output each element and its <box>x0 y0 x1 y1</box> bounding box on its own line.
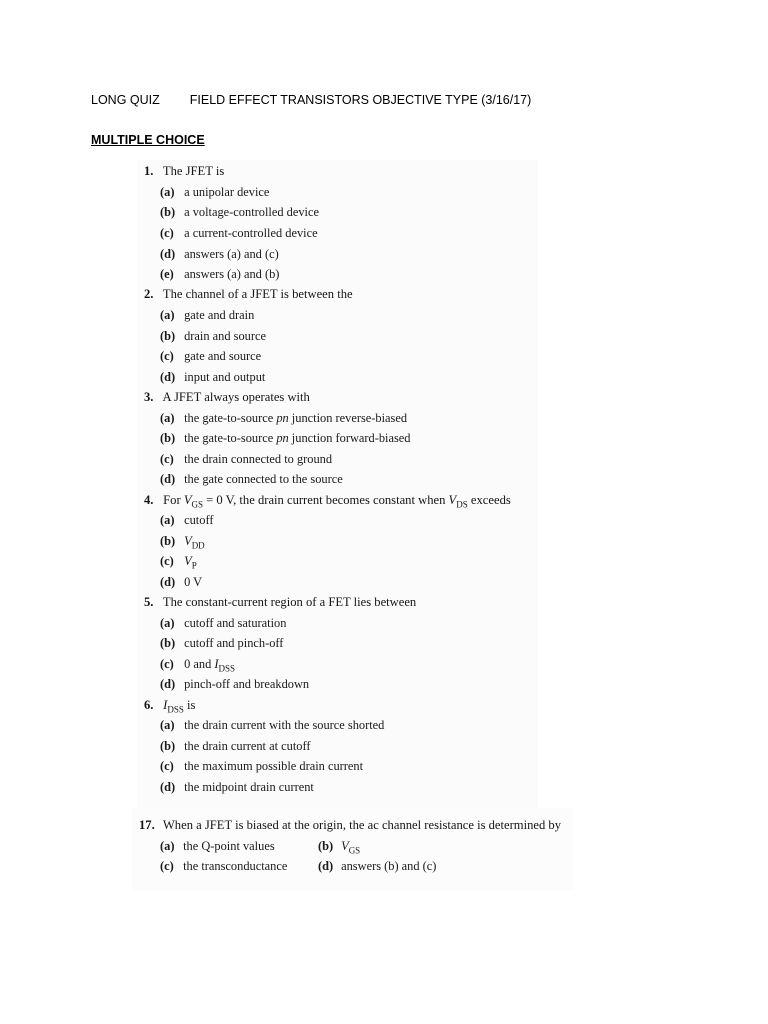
option-label: (a) <box>160 513 175 527</box>
option-1d[interactable] <box>160 247 279 262</box>
option-2c[interactable] <box>160 349 261 364</box>
option-2d[interactable] <box>160 370 265 385</box>
option-text: a current-controlled device <box>184 226 318 240</box>
option-text: gate and source <box>184 349 262 363</box>
option-6b[interactable] <box>160 739 310 754</box>
option-label: (c) <box>160 349 174 363</box>
option-label: (b) <box>318 839 334 853</box>
option-text: the drain current at cutoff <box>184 739 311 753</box>
option-4a[interactable] <box>160 513 213 528</box>
option-label: (d) <box>160 472 176 486</box>
question-4 <box>144 493 511 510</box>
option-label: (b) <box>160 739 176 753</box>
option-5d[interactable] <box>160 677 309 692</box>
question-number: 4. <box>144 493 154 507</box>
option-label: (a) <box>160 839 175 853</box>
option-2b[interactable] <box>160 329 266 344</box>
option-4b[interactable] <box>160 534 205 550</box>
option-text: the midpoint drain current <box>184 780 314 794</box>
option-text: drain and source <box>184 329 266 343</box>
option-text: $V_P$ <box>184 554 197 571</box>
section-title: MULTIPLE CHOICE <box>91 133 205 147</box>
option-text: cutoff and saturation <box>184 616 287 630</box>
option-label: (d) <box>318 859 334 873</box>
option-label: (a) <box>160 718 175 732</box>
question-number: 5. <box>144 595 154 609</box>
option-5c[interactable] <box>160 657 235 673</box>
header-quiz-topic: FIELD EFFECT TRANSISTORS OBJECTIVE TYPE (3/16/17) <box>189 93 532 107</box>
question-number: 6. <box>144 698 154 712</box>
option-text: pinch-off and breakdown <box>184 677 310 691</box>
option-text: the Q-point values <box>183 839 275 853</box>
question-1 <box>144 164 224 179</box>
option-label: (c) <box>160 759 174 773</box>
option-1b[interactable] <box>160 205 319 220</box>
option-text: the gate-to-source pn junction reverse-biased <box>184 411 408 425</box>
option-3d[interactable] <box>160 472 343 487</box>
option-label: (d) <box>160 677 176 691</box>
option-label: (b) <box>160 636 176 650</box>
header-quiz-label: LONG QUIZ <box>91 93 160 107</box>
option-label: (b) <box>160 329 176 343</box>
option-6d[interactable] <box>160 780 314 795</box>
option-label: (c) <box>160 657 174 671</box>
option-label: (c) <box>160 859 174 873</box>
question-number: 2. <box>144 287 154 301</box>
option-label: (e) <box>160 267 174 281</box>
option-label: (b) <box>160 431 176 445</box>
option-text: 0 and $I_{DSS}$ <box>184 657 236 674</box>
question-17 <box>139 818 561 833</box>
option-1e[interactable] <box>160 267 279 282</box>
option-5b[interactable] <box>160 636 283 651</box>
option-text: the drain connected to ground <box>184 452 333 466</box>
option-text: answers (a) and (c) <box>184 247 279 261</box>
option-6c[interactable] <box>160 759 363 774</box>
question-text: The constant-current region of a FET lies between <box>162 595 417 609</box>
option-label: (d) <box>160 780 176 794</box>
option-2a[interactable] <box>160 308 254 323</box>
option-text: a voltage-controlled device <box>184 205 319 219</box>
option-1c[interactable] <box>160 226 318 241</box>
option-text: $V_{DD}$ <box>184 534 205 551</box>
option-5a[interactable] <box>160 616 286 631</box>
option-17b[interactable] <box>318 839 360 855</box>
option-text: answers (a) and (b) <box>184 267 280 281</box>
option-label: (d) <box>160 370 176 384</box>
option-17d[interactable] <box>318 859 436 874</box>
question-number: 3. <box>144 390 154 404</box>
option-text: cutoff and pinch-off <box>184 636 284 650</box>
option-1a[interactable] <box>160 185 269 200</box>
option-text: the gate connected to the source <box>184 472 343 486</box>
question-text: The JFET is <box>162 164 225 178</box>
option-label: (a) <box>160 308 175 322</box>
question-2 <box>144 287 353 302</box>
option-label: (b) <box>160 205 176 219</box>
option-label: (a) <box>160 411 175 425</box>
question-number: 1. <box>144 164 154 178</box>
option-label: (c) <box>160 226 174 240</box>
option-label: (c) <box>160 452 174 466</box>
option-3c[interactable] <box>160 452 332 467</box>
question-text: When a JFET is biased at the origin, the ac channel resistance is determined by <box>162 818 562 832</box>
option-label: (b) <box>160 534 176 548</box>
option-text: the gate-to-source pn junction forward-biased <box>184 431 411 445</box>
option-text: $V_{GS}$ <box>341 839 361 856</box>
option-label: (d) <box>160 575 176 589</box>
option-text: gate and drain <box>184 308 255 322</box>
option-17c[interactable] <box>160 859 287 874</box>
option-label: (d) <box>160 247 176 261</box>
option-label: (c) <box>160 554 174 568</box>
option-3b[interactable] <box>160 431 411 446</box>
question-6 <box>144 698 195 715</box>
option-text: input and output <box>184 370 266 384</box>
option-4d[interactable] <box>160 575 202 590</box>
option-text: the drain current with the source shorted <box>184 718 385 732</box>
question-5 <box>144 595 416 610</box>
option-text: the maximum possible drain current <box>184 759 364 773</box>
question-text: For $V_{GS} = 0$ V, the drain current becomes constant when $V_{DS}$ exceeds <box>163 493 511 510</box>
quiz-header <box>91 93 531 107</box>
question-3 <box>144 390 310 405</box>
option-text: cutoff <box>184 513 214 527</box>
question-text: The channel of a JFET is between the <box>162 287 353 301</box>
question-number: 17. <box>139 818 155 832</box>
option-text: answers (b) and (c) <box>341 859 437 873</box>
option-3a[interactable] <box>160 411 407 426</box>
question-text: A JFET always operates with <box>162 390 310 404</box>
question-text: $I_{DSS}$ is <box>163 698 196 715</box>
option-text: the transconductance <box>183 859 288 873</box>
option-17a[interactable] <box>160 839 275 854</box>
option-text: 0 V <box>184 575 203 589</box>
option-label: (a) <box>160 616 175 630</box>
option-label: (a) <box>160 185 175 199</box>
option-text: a unipolar device <box>184 185 270 199</box>
option-6a[interactable] <box>160 718 384 733</box>
option-4c[interactable] <box>160 554 197 570</box>
